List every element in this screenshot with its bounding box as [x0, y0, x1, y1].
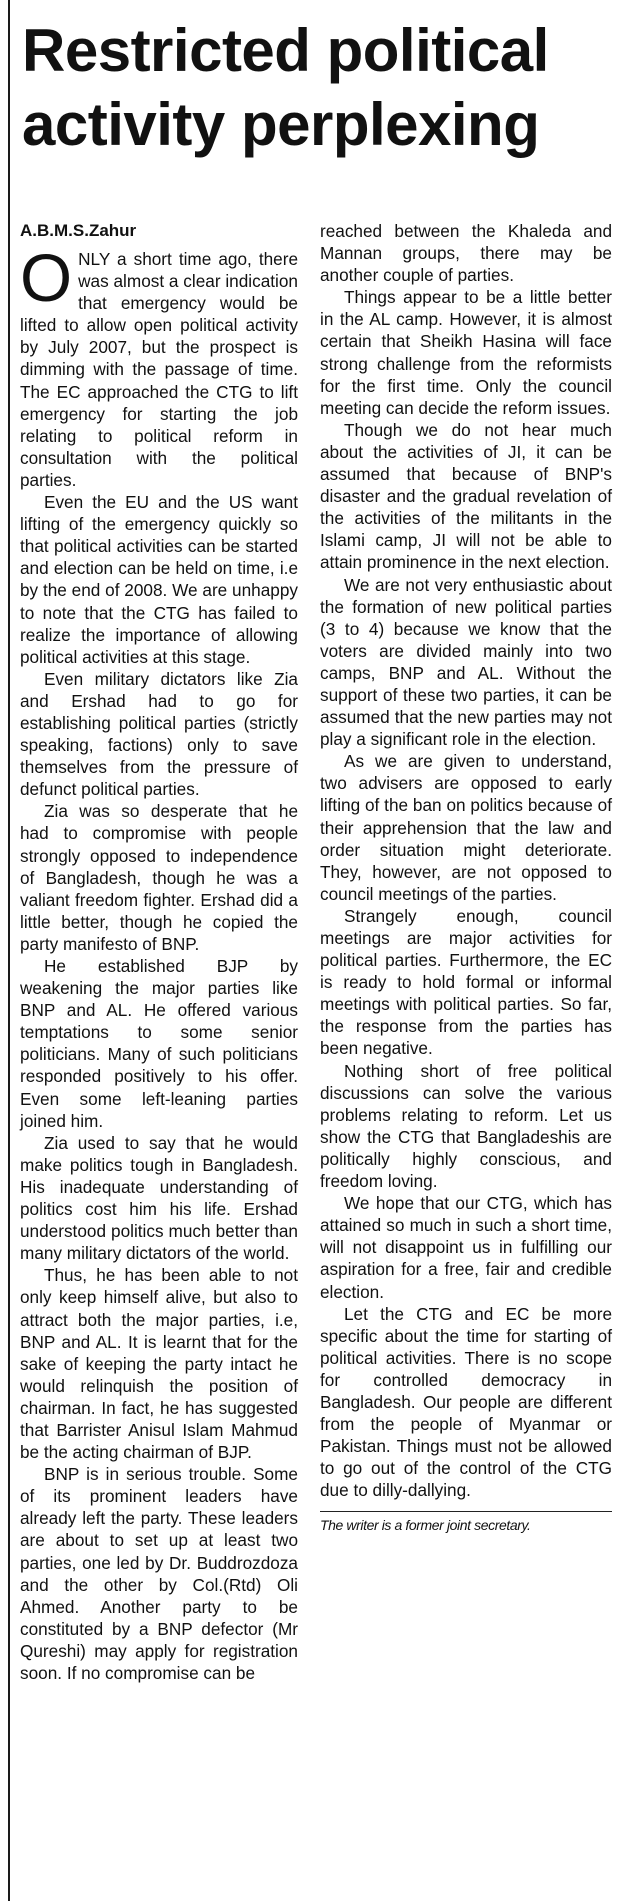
article-paragraph-7: Thus, he has been able to not only keep himself alive, but also to attract both the major parties, i.e, BNP and AL. It is learnt that for the sake of keeping the party intact he would relinquish the position of chairman. In fact, he has suggested that Barrister Anisul Islam Mahmud be the acting chairman of BJP.	[20, 1265, 298, 1463]
article-paragraph-5: He established BJP by weakening the major parties like BNP and AL. He offered various temptations to some senior politicians. Many of such politicians responded positively to his offer. Even some left-leaning parties joined him.	[20, 956, 298, 1131]
article-paragraph-13: Strangely enough, council meetings are major activities for political parties. Furthermore, the EC is ready to hold formal or informal meetings with political parties. So far, the response from the parties has been negative.	[320, 905, 612, 1059]
article-paragraph-2: Even the EU and the US want lifting of the emergency quickly so that political activities can be started and election can be held on time, i.e by the end of 2008. We are unhappy to note that the CTG has failed to realize the importance of allowing political activities at this stage.	[20, 492, 298, 667]
article-paragraph-continued: reached between the Khaleda and Mannan groups, there may be another couple of parties.	[320, 221, 612, 286]
article-headline: Restricted political activity perplexing	[22, 17, 549, 158]
footnote-divider	[320, 1511, 612, 1512]
article-paragraph-9: Things appear to be a little better in the AL camp. However, it is almost certain that Sheikh Hasina will face strong challenge from the reformists for the first time. Only the council meeting can decide the reform issues.	[320, 287, 612, 418]
article-paragraph-12: As we are given to understand, two advisers are opposed to early lifting of the ban on politics because of their apprehension that the law and order situation might deteriorate. They, however, are not opposed to council meetings of the parties.	[320, 751, 612, 904]
article-column-left	[20, 220, 298, 1684]
article-paragraph-14: Nothing short of free political discussions can solve the various problems relating to reform. Let us show the CTG that Bangladeshis are politically highly conscious, and freedom loving.	[320, 1060, 612, 1192]
article-paragraph-3: Even military dictators like Zia and Ershad had to go for establishing political parties (strictly speaking, factions) only to save themselves from the pressure of defunct political parties.	[20, 668, 298, 800]
article-paragraph-6: Zia used to say that he would make politics tough in Bangladesh. His inadequate understanding of politics cost him his life. Ershad understood politics much better than many military dictators of the world.	[20, 1132, 298, 1264]
article-paragraph-15: We hope that our CTG, which has attained so much in such a short time, will not disappoint us in fulfilling our aspiration for a free, fair and credible election.	[320, 1193, 612, 1302]
column-rule-left	[8, 0, 10, 1901]
author-footnote: The writer is a former joint secretary.	[320, 1517, 531, 1534]
article-paragraph-1: ONLY a short time ago, there was almost a clear indication that emergency would be lifted to allow open political activity by July 2007, but the prospect is dimming with the passage of time. The EC approached the CTG to lift emergency for starting the job relating to political reform in consultation with the political parties.	[20, 241, 298, 490]
article-paragraph-8: BNP is in serious trouble. Some of its prominent leaders have already left the party. These leaders are about to set up at least two parties, one led by Dr. Buddrozdoza and the other by Col.(Rtd) Oli Ahmed. Another party to be constituted by a BNP defector (Mr Qureshi) may apply for registration soon. If no compromise can be	[20, 1464, 298, 1683]
byline: A.B.M.S.Zahur	[20, 221, 137, 240]
article-paragraph-11: We are not very enthusiastic about the formation of new political parties (3 to 4) because we know that the voters are divided mainly into two camps, BNP and AL. Without the support of these two parties, it can be assumed that the new parties may not play a significant role in the election.	[320, 574, 612, 750]
article-paragraph-16: Let the CTG and EC be more specific about the time for starting of political activities. There is no scope for controlled democracy in Bangladesh. Our people are different from the people of Myanmar or Pakistan. Things must not be allowed to go out of the control of the CTG due to dilly-dallying.	[320, 1303, 612, 1501]
article-column-right	[320, 220, 612, 1534]
article-paragraph-10: Though we do not hear much about the activities of JI, it can be assumed that because of BNP's disaster and the gradual revelation of the activities of the militants in the Islami camp, JI will not be able to attain prominence in the next election.	[320, 419, 612, 573]
article-paragraph-4: Zia was so desperate that he had to compromise with people strongly opposed to independence of Bangladesh, though he was a valiant freedom fighter. Ershad did a little better, though he copied the party manifesto of BNP.	[20, 801, 298, 954]
drop-cap: O	[20, 241, 73, 316]
